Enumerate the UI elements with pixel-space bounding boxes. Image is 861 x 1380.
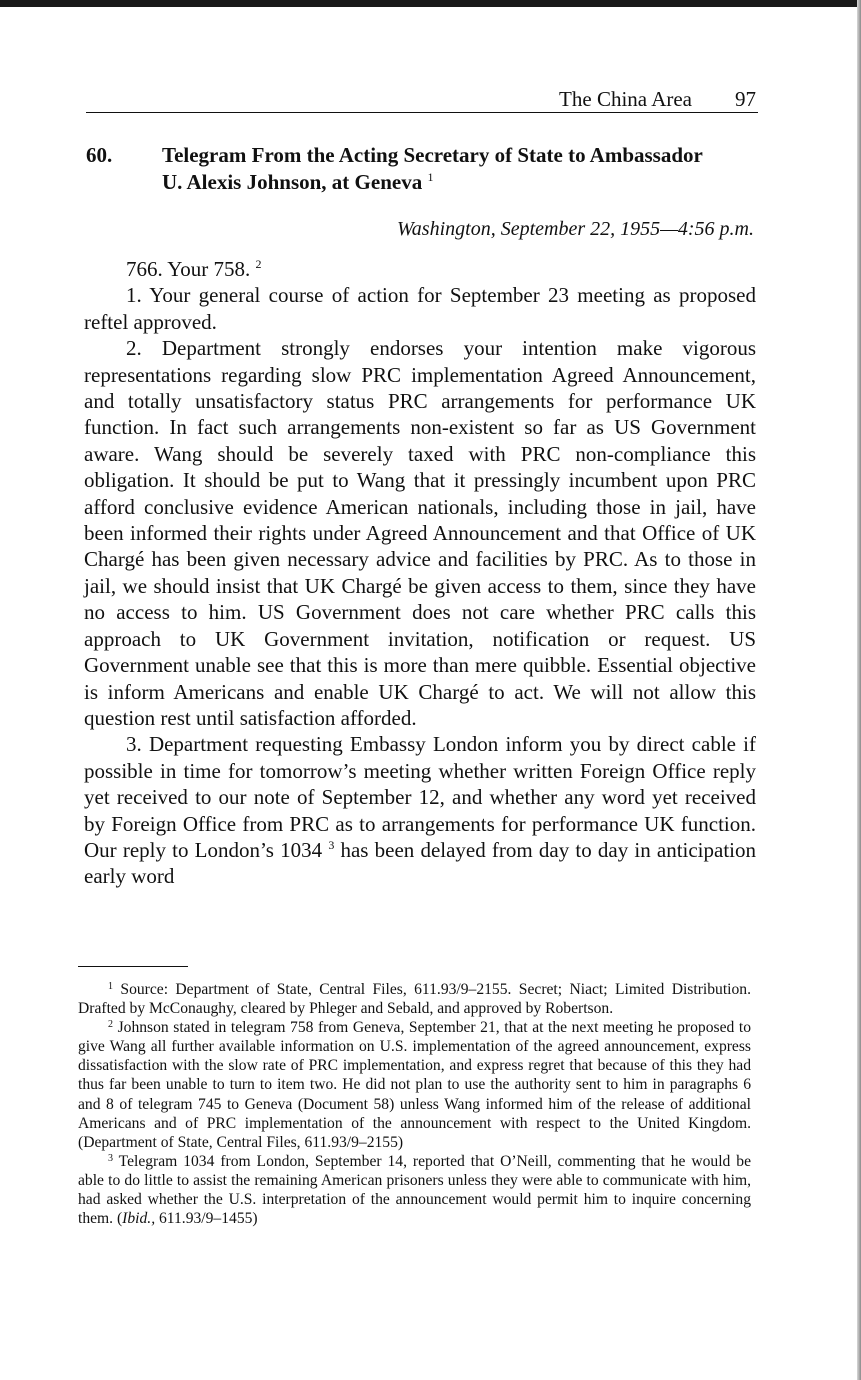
page-top-edge [0, 0, 861, 7]
paragraph-1: 1. Your general course of action for September 23 meeting as proposed reftel approved. [84, 283, 756, 334]
footnote-divider [78, 966, 188, 967]
dateline: Washington, September 22, 1955—4:56 p.m. [396, 218, 754, 240]
footnote-ref-1: 1 [427, 170, 434, 184]
footnotes [78, 980, 751, 1228]
footnote-3 [78, 1152, 751, 1228]
document-number: 60. [86, 143, 113, 167]
footnote-1-text: Source: Department of State, Central Files, 611.93/9–2155. Secret; Niact; Limited Distribution. Drafted by McConaughy, cleared by Phleger and Sebald, and approved by Robertson. [78, 981, 751, 1018]
paragraph-3-text-b: has been delayed from day to day in anticipation early word [84, 837, 757, 889]
footnote-3-ibid: Ibid., [122, 1210, 156, 1228]
footnote-2-marker: 2 [108, 1019, 113, 1031]
telegram-body [84, 256, 756, 890]
footnote-1-marker: 1 [108, 981, 113, 992]
page-right-edge [857, 0, 861, 1380]
footnote-ref-3: 3 [328, 837, 335, 852]
paragraph-3-text-a: 3. Department requesting Embassy London inform you by direct cable if possible in time for tomorrow’s meeting whether written Foreign Office reply yet received to our note of September 12, and whether any word yet received by Foreign Office from PRC as to arrangements for performance UK function. Our reply to London’s 1034 [84, 732, 756, 862]
footnote-2 [78, 1018, 751, 1152]
paragraph-3 [84, 731, 756, 889]
footnote-3-marker: 3 [108, 1152, 113, 1164]
footnote-3-text-b: 611.93/9–1455) [155, 1210, 258, 1228]
footnote-3-text-a: Telegram 1034 from London, September 14, reported that O’Neill, commenting that he would be able to do little to assist the remaining American prisoners unless they were able to communicate with him, had asked whether the U.S. interpretation of the announcement would permit him to inquire concerning them. ( [78, 1152, 751, 1228]
running-head-section: The China Area [559, 87, 692, 111]
paragraph-2: 2. Department strongly endorses your intention make vigorous representations regarding slow PRC implementation Agreed Announcement, and totally unsatisfactory status PRC arrangements for performance UK function. In fact such arrangements non-existent so far as US Government aware. Wang should be severely taxed with PRC non-compliance this obligation. It should be put to Wang that it pressingly incumbent upon PRC afford conclusive evidence American nationals, including those in jail, have been informed their rights under Agreed Announcement and that Office of UK Chargé has been given necessary advice and facilities by PRC. As to those in jail, we should insist that UK Chargé be given access to them, since they have no access to him. US Government does not care whether PRC calls this approach to UK Government invitation, notification or request. US Government unable see that this is more than mere quibble. Essential objective is inform Americans and enable UK Chargé to act. We will not allow this question rest until satisfaction afforded. [84, 336, 756, 730]
opening-line [84, 256, 756, 282]
opening-text: 766. Your 758. [126, 257, 251, 281]
page-number: 97 [735, 87, 756, 111]
footnote-ref-2: 2 [255, 257, 262, 271]
running-head [86, 86, 758, 113]
footnote-2-text: Johnson stated in telegram 758 from Geneva, September 21, that at the next meeting he proposed to give Wang all further available information on U.S. implementation of the agreed announcement, express dissatisfaction with the slow rate of PRC implementation, and express regret that because of this they had thus far been unable to turn to item two. He did not plan to use the authority sent to him in paragraphs 6 and 8 of telegram 745 to Geneva (Document 58) unless Wang informed him of the release of additional Americans and of PRC implementation of the announcement with respect to the United Kingdom. (Department of State, Central Files, 611.93/9–2155) [78, 1019, 751, 1151]
document-title [162, 142, 722, 196]
document-title-text: Telegram From the Acting Secretary of State to Ambassador U. Alexis Johnson, at Geneva [162, 143, 703, 194]
footnote-1 [78, 980, 751, 1018]
